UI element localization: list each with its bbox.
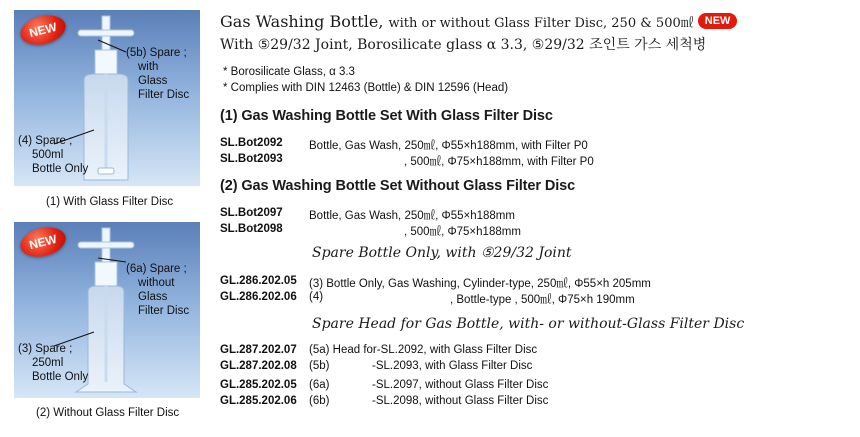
callout-spare-head: (5b) Spare ; with Glass Filter Disc (126, 47, 190, 101)
photo-caption-1: (1) With Glass Filter Disc (46, 196, 174, 208)
new-badge: NEW (698, 13, 738, 29)
section-title-spare-head: Spare Head for Gas Bottle, with- or without-Glass Filter Disc (312, 316, 745, 332)
section-title-without-filter: (2) Gas Washing Bottle Set Without Glass Filter Disc (220, 178, 576, 194)
callout-spare-bottle: (4) Spare ; 500ml Bottle Only (18, 135, 89, 175)
new-badge: NEW (17, 223, 68, 261)
page-title: Gas Washing Bottle, with or without Glass Filter Disc, 250 & 500㎖ NEW (220, 12, 737, 31)
callout-spare-head: (6a) Spare ; without Glass Filter Disc (126, 263, 190, 317)
photo-caption-2: (2) Without Glass Filter Disc (36, 407, 180, 419)
note-standards: * Complies with DIN 12463 (Bottle) & DIN 12596 (Head) (223, 82, 509, 94)
product-photo-without-filter (14, 222, 200, 398)
product-photo-with-filter (14, 10, 200, 186)
new-badge: NEW (17, 11, 68, 49)
page-subtitle: With ⑤29/32 Joint, Borosilicate glass α 3.3, ⑤29/32 조인트 가스 세척병 (220, 37, 707, 53)
section-title-with-filter: (1) Gas Washing Bottle Set With Glass Filter Disc (220, 108, 553, 124)
note-material: * Borosilicate Glass, α 3.3 (223, 66, 355, 78)
callout-spare-bottle: (3) Spare ; 250ml Bottle Only (18, 343, 89, 383)
section-title-spare-bottle: Spare Bottle Only, with ⑤29/32 Joint (312, 245, 572, 261)
